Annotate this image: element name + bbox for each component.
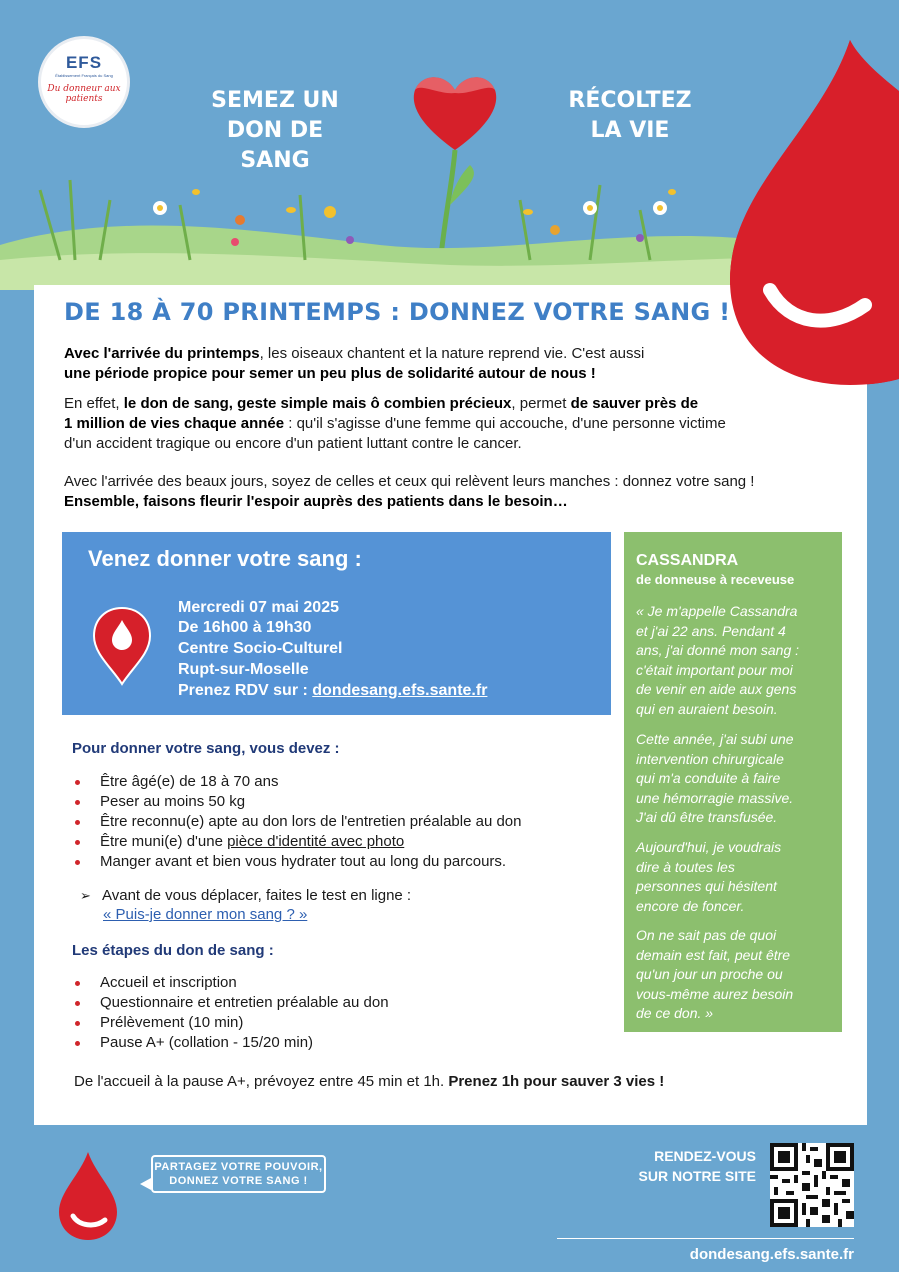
list-item bbox=[72, 792, 521, 812]
arrow-bullet-icon: ➢ bbox=[80, 888, 91, 903]
quote-line: demain est fait, peut être bbox=[636, 946, 791, 963]
rdv-label: Prenez RDV sur : bbox=[178, 682, 313, 699]
list-item-text: Peser au moins 50 kg bbox=[100, 793, 246, 810]
list-item-text: Être reconnu(e) apte au don lors de l'entretien préalable au don bbox=[100, 813, 522, 830]
p1-bold-2: une période propice pour semer un peu plus de solidarité autour de nous ! bbox=[64, 365, 596, 382]
quote-line: qui m'a conduite à faire bbox=[636, 770, 781, 786]
list-item-text: Pause A+ (collation - 15/20 min) bbox=[100, 1034, 314, 1051]
list-item bbox=[72, 1033, 389, 1053]
bullet-icon bbox=[75, 820, 80, 825]
test-text: Avant de vous déplacer, faites le test en ligne : bbox=[102, 887, 412, 904]
quote-paragraph-3 bbox=[636, 838, 836, 916]
logo-text: EFS bbox=[65, 53, 103, 72]
share-speech-bubble bbox=[151, 1155, 326, 1193]
bullet-icon bbox=[75, 1021, 80, 1026]
event-time: De 16h00 à 19h30 bbox=[178, 619, 312, 636]
bullet-icon bbox=[75, 860, 80, 865]
p3-text-1: Avec l'arrivée des beaux jours, soyez de celles et ceux qui relèvent leurs manches : donnez votre sang ! bbox=[64, 473, 755, 490]
p2-bold-1: le don de sang, geste simple mais ô combien précieux bbox=[123, 395, 512, 412]
quote-line: intervention chirurgicale bbox=[636, 750, 784, 767]
logo-tagline: Du donneur aux patients bbox=[47, 84, 121, 104]
footer-site-link[interactable]: dondesang.efs.sante.fr bbox=[689, 1246, 854, 1263]
duration-bold: Prenez 1h pour sauver 3 vies ! bbox=[448, 1073, 665, 1090]
slogan-left-line1: SEMEZ UN bbox=[211, 88, 339, 113]
p1-bold-1: Avec l'arrivée du printemps bbox=[64, 345, 260, 362]
p2-bold-3: 1 million de vies chaque année bbox=[64, 415, 285, 432]
quote-line: une hémorragie massive. bbox=[636, 789, 794, 806]
list-item-text: Prélèvement (10 min) bbox=[100, 1014, 244, 1031]
steps-heading: Les étapes du don de sang : bbox=[72, 942, 274, 959]
quote-line: J'ai dû être transfusée. bbox=[636, 809, 778, 825]
list-item bbox=[72, 973, 389, 993]
intro-paragraph-1 bbox=[64, 344, 834, 384]
duration-note bbox=[74, 1073, 664, 1090]
quote-paragraph-2 bbox=[636, 730, 836, 828]
quote-paragraph-4 bbox=[636, 926, 836, 1024]
event-date: Mercredi 07 mai 2025 bbox=[178, 599, 339, 616]
bullet-icon bbox=[75, 800, 80, 805]
speech-bubble-tail bbox=[140, 1178, 151, 1190]
p2-text-3: : qu'il s'agisse d'une femme qui accouche, d'une personne victime bbox=[284, 415, 726, 432]
event-title: Venez donner votre sang : bbox=[88, 546, 362, 571]
quote-line: encore de foncer. bbox=[636, 897, 745, 914]
bubble-line1: PARTAGEZ VOTRE POUVOIR, bbox=[154, 1161, 323, 1173]
list-item-text: Être âgé(e) de 18 à 70 ans bbox=[100, 773, 279, 790]
bullet-icon bbox=[75, 780, 80, 785]
id-document-link[interactable]: pièce d'identité avec photo bbox=[227, 833, 405, 850]
p2-text-4: d'un accident tragique ou encore d'un patient luttant contre le cancer. bbox=[64, 435, 522, 452]
p1-text-1: , les oiseaux chantent et la nature reprend vie. C'est aussi bbox=[259, 345, 645, 362]
p2-text-1: En effet, bbox=[64, 395, 124, 412]
duration-text: De l'accueil à la pause A+, prévoyez entre 45 min et 1h. bbox=[74, 1073, 449, 1090]
bullet-icon bbox=[75, 840, 80, 845]
quote-line: On ne sait pas de quoi bbox=[636, 927, 777, 943]
quote-line: de venir en aide aux gens bbox=[636, 681, 797, 697]
event-city: Rupt-sur-Moselle bbox=[178, 661, 309, 678]
slogan-right-line1: RÉCOLTEZ bbox=[568, 88, 692, 113]
list-item bbox=[72, 852, 521, 872]
qr-code-icon[interactable] bbox=[770, 1143, 854, 1227]
slogan-left-line2: DON DE SANG bbox=[226, 118, 324, 173]
requirements-heading: Pour donner votre sang, vous devez : bbox=[72, 740, 340, 757]
event-rdv bbox=[178, 681, 487, 701]
bullet-icon bbox=[75, 1001, 80, 1006]
list-item bbox=[72, 772, 521, 792]
location-pin-icon bbox=[92, 606, 152, 686]
online-test-link[interactable]: « Puis-je donner mon sang ? » bbox=[103, 906, 308, 923]
list-item-text: Manger avant et bien vous hydrater tout au long du parcours. bbox=[100, 853, 507, 870]
p2-text-2: , permet bbox=[511, 395, 571, 412]
logo-subtext: Établissement Français du Sang bbox=[55, 73, 113, 78]
list-item bbox=[72, 832, 521, 852]
quote-line: de ce don. » bbox=[636, 1005, 714, 1021]
event-place: Centre Socio-Culturel bbox=[178, 640, 343, 657]
online-test-line bbox=[80, 886, 411, 906]
rdv-link[interactable]: dondesang.efs.sante.fr bbox=[312, 682, 488, 699]
quote-line: ans, j'ai donné mon sang : bbox=[636, 642, 800, 658]
quote-line: qu'un jour un proche ou bbox=[636, 966, 783, 982]
list-item-text: Questionnaire et entretien préalable au don bbox=[100, 994, 389, 1011]
p3-bold-1: Ensemble, faisons fleurir l'espoir auprès des patients dans le besoin… bbox=[64, 493, 568, 510]
list-item-text: Être muni(e) d'une bbox=[100, 833, 228, 850]
list-item-text: Accueil et inscription bbox=[100, 974, 237, 991]
quote-line: qui en auraient besoin. bbox=[636, 700, 778, 717]
footer-divider bbox=[557, 1238, 854, 1239]
p2-bold-2: de sauver près de bbox=[570, 395, 699, 412]
list-item bbox=[72, 1013, 389, 1033]
page-title: DE 18 À 70 PRINTEMPS : DONNEZ VOTRE SANG ! bbox=[64, 298, 731, 326]
list-item bbox=[72, 812, 521, 832]
bubble-line2: DONNEZ VOTRE SANG ! bbox=[169, 1175, 308, 1187]
bullet-icon bbox=[75, 981, 80, 986]
slogan-right bbox=[545, 86, 715, 146]
testimony-role: de donneuse à receveuse bbox=[636, 572, 795, 587]
bullet-icon bbox=[75, 1041, 80, 1046]
quote-line: c'était important pour moi bbox=[636, 661, 793, 678]
quote-line: dire à toutes les bbox=[636, 858, 735, 875]
quote-paragraph-1 bbox=[636, 602, 836, 719]
footer-blood-drop-icon bbox=[55, 1150, 121, 1242]
steps-list bbox=[72, 973, 389, 1053]
quote-line: vous-même aurez besoin bbox=[636, 985, 794, 1002]
testimony-name: CASSANDRA bbox=[636, 552, 739, 569]
requirements-list bbox=[72, 772, 521, 872]
quote-line: Cette année, j'ai subi une bbox=[636, 731, 794, 747]
efs-logo bbox=[38, 36, 130, 128]
quote-line: « Je m'appelle Cassandra bbox=[636, 603, 798, 619]
rdv-line2: SUR NOTRE SITE bbox=[638, 1168, 756, 1184]
slogan-right-line2: LA VIE bbox=[590, 118, 670, 143]
quote-line: Aujourd'hui, je voudrais bbox=[636, 839, 782, 855]
quote-line: personnes qui hésitent bbox=[636, 878, 777, 894]
rdv-line1: RENDEZ-VOUS bbox=[654, 1148, 756, 1164]
list-item bbox=[72, 993, 389, 1013]
intro-paragraph-2 bbox=[64, 394, 834, 454]
visit-site-label bbox=[610, 1146, 756, 1186]
intro-paragraph-3 bbox=[64, 472, 854, 512]
quote-line: et j'ai 22 ans. Pendant 4 bbox=[636, 622, 786, 639]
